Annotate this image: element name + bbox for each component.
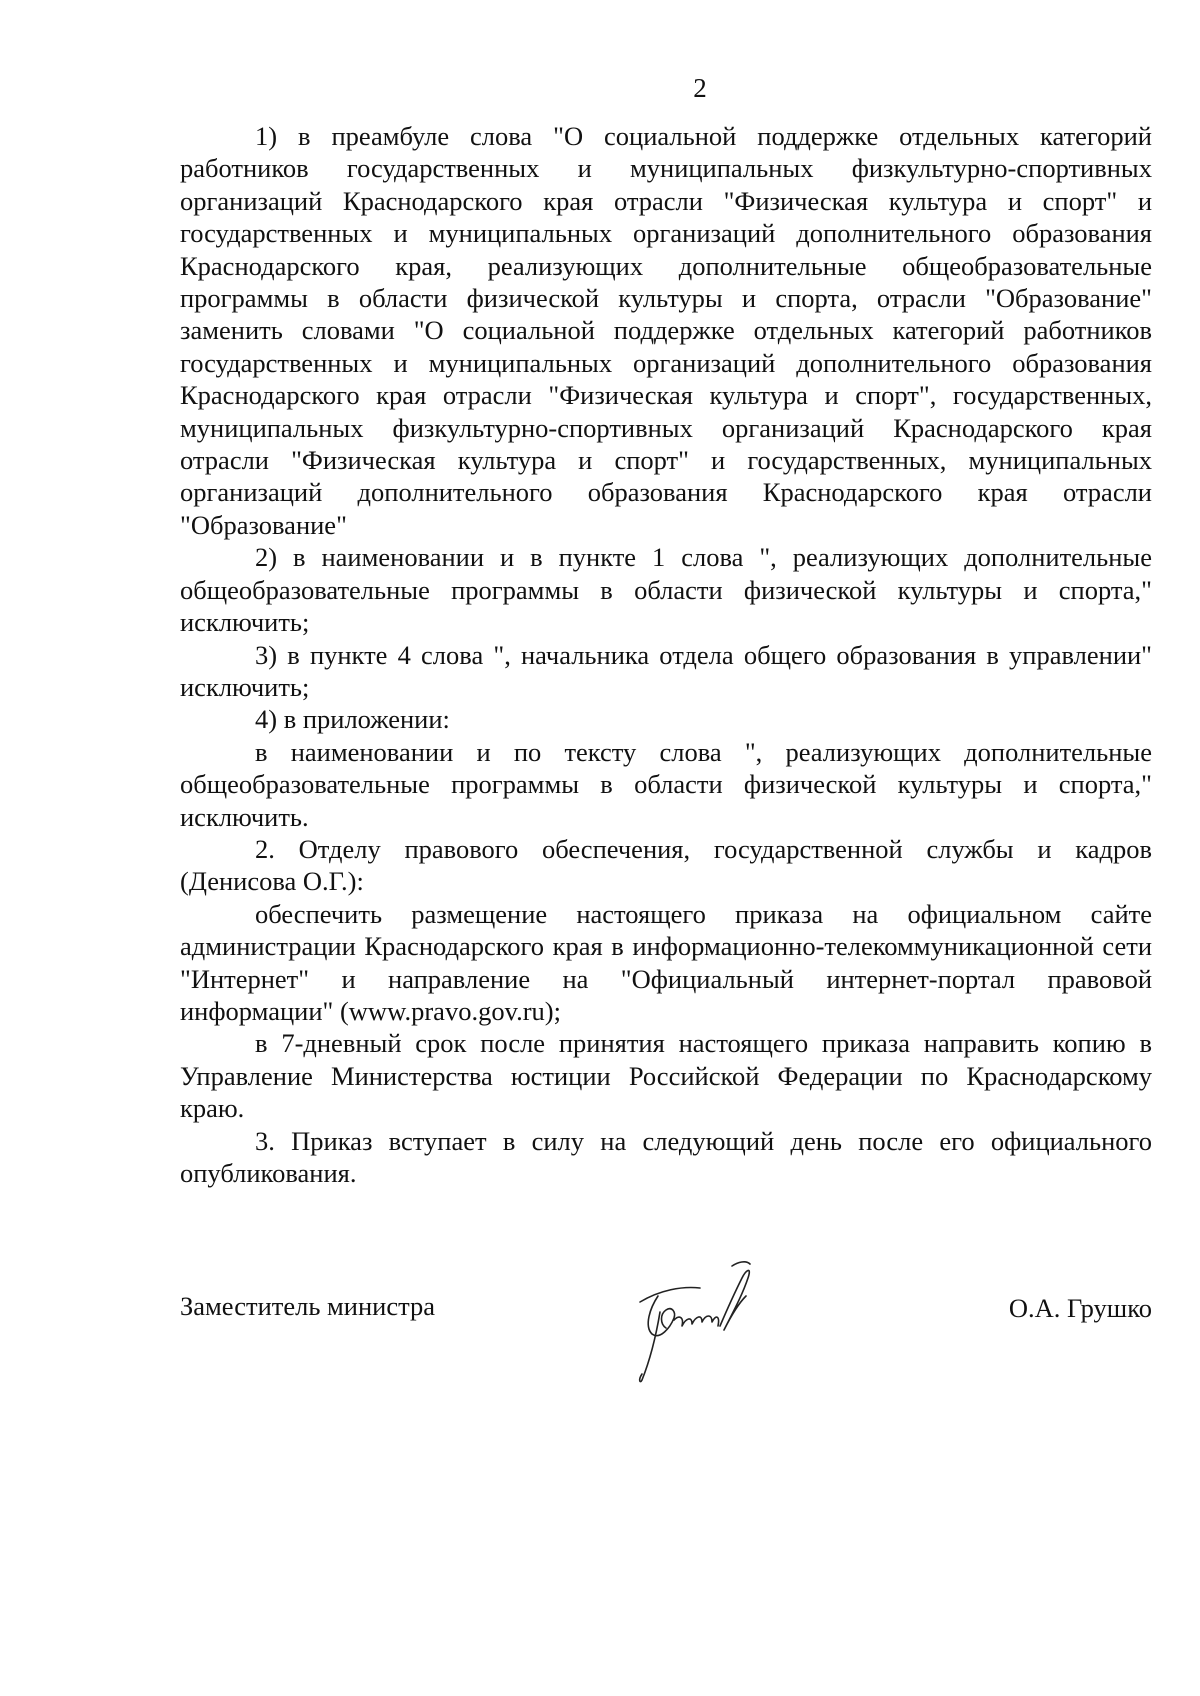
signer-name: О.А. Грушко (1008, 1293, 1152, 1323)
paragraph-appendix-amendment: в наименовании и по тексту слова ", реализующих дополнительные общеобразовательные программы в области физической культуры и спорта," исключить. (180, 736, 1152, 832)
paragraph-legal-department: 2. Отделу правового обеспечения, государственной службы и кадров (Денисова О.Г.): (180, 833, 1152, 897)
paragraph-point-4-amendment: 3) в пункте 4 слова ", начальника отдела общего образования в управлении" исключить; (180, 639, 1152, 702)
handwritten-signature (620, 1256, 770, 1386)
page-number: 2 (693, 73, 707, 103)
paragraph-effective-date: 3. Приказ вступает в силу на следующий день после его официального опубликования. (180, 1125, 1152, 1188)
document-body (180, 120, 1152, 1189)
signer-position: Заместитель министра (180, 1291, 436, 1321)
paragraph-title-amendment: 2) в наименовании и в пункте 1 слова ", реализующих дополнительные общеобразовательные программы в области физической культуры и спорта," исключить; (180, 542, 1152, 638)
paragraph-publication: обеспечить размещение настоящего приказа на официальном сайте администрации Краснодарского края в информационно-телекоммуникационной сети "Интернет" и направление на "Официальный интернет-портал правовой информации" (www.pravo.gov.ru); (180, 898, 1152, 1026)
signature-block (180, 1270, 1152, 1400)
paragraph-appendix-heading: 4) в приложении: (255, 704, 450, 735)
paragraph-preamble-amendment: 1) в преамбуле слова "О социальной поддержке отдельных категорий работников государственных и муниципальных физкультурно-спортивных организаций Краснодарского края отрасли "Физическая культура и спорт" и государственных и муниципальных организаций дополнительного образования Краснодарского края, реализующих дополнительные общеобразовательные программы в области физической культуры и спорта, отрасли "Образование" заменить словами "О социальной поддержке отдельных категорий работников государственных и муниципальных организаций дополнительного образования Краснодарского края отрасли "Физическая культура и спорт", государственных, муниципальных физкультурно-спортивных организаций Краснодарского края отрасли "Физическая культура и спорт" и государственных, муниципальных организаций дополнительного образования Краснодарского края отрасли "Образование" (180, 121, 1152, 540)
paragraph-ministry-copy: в 7-дневный срок после принятия настоящего приказа направить копию в Управление Министерства юстиции Российской Федерации по Краснодарскому краю. (180, 1028, 1152, 1124)
